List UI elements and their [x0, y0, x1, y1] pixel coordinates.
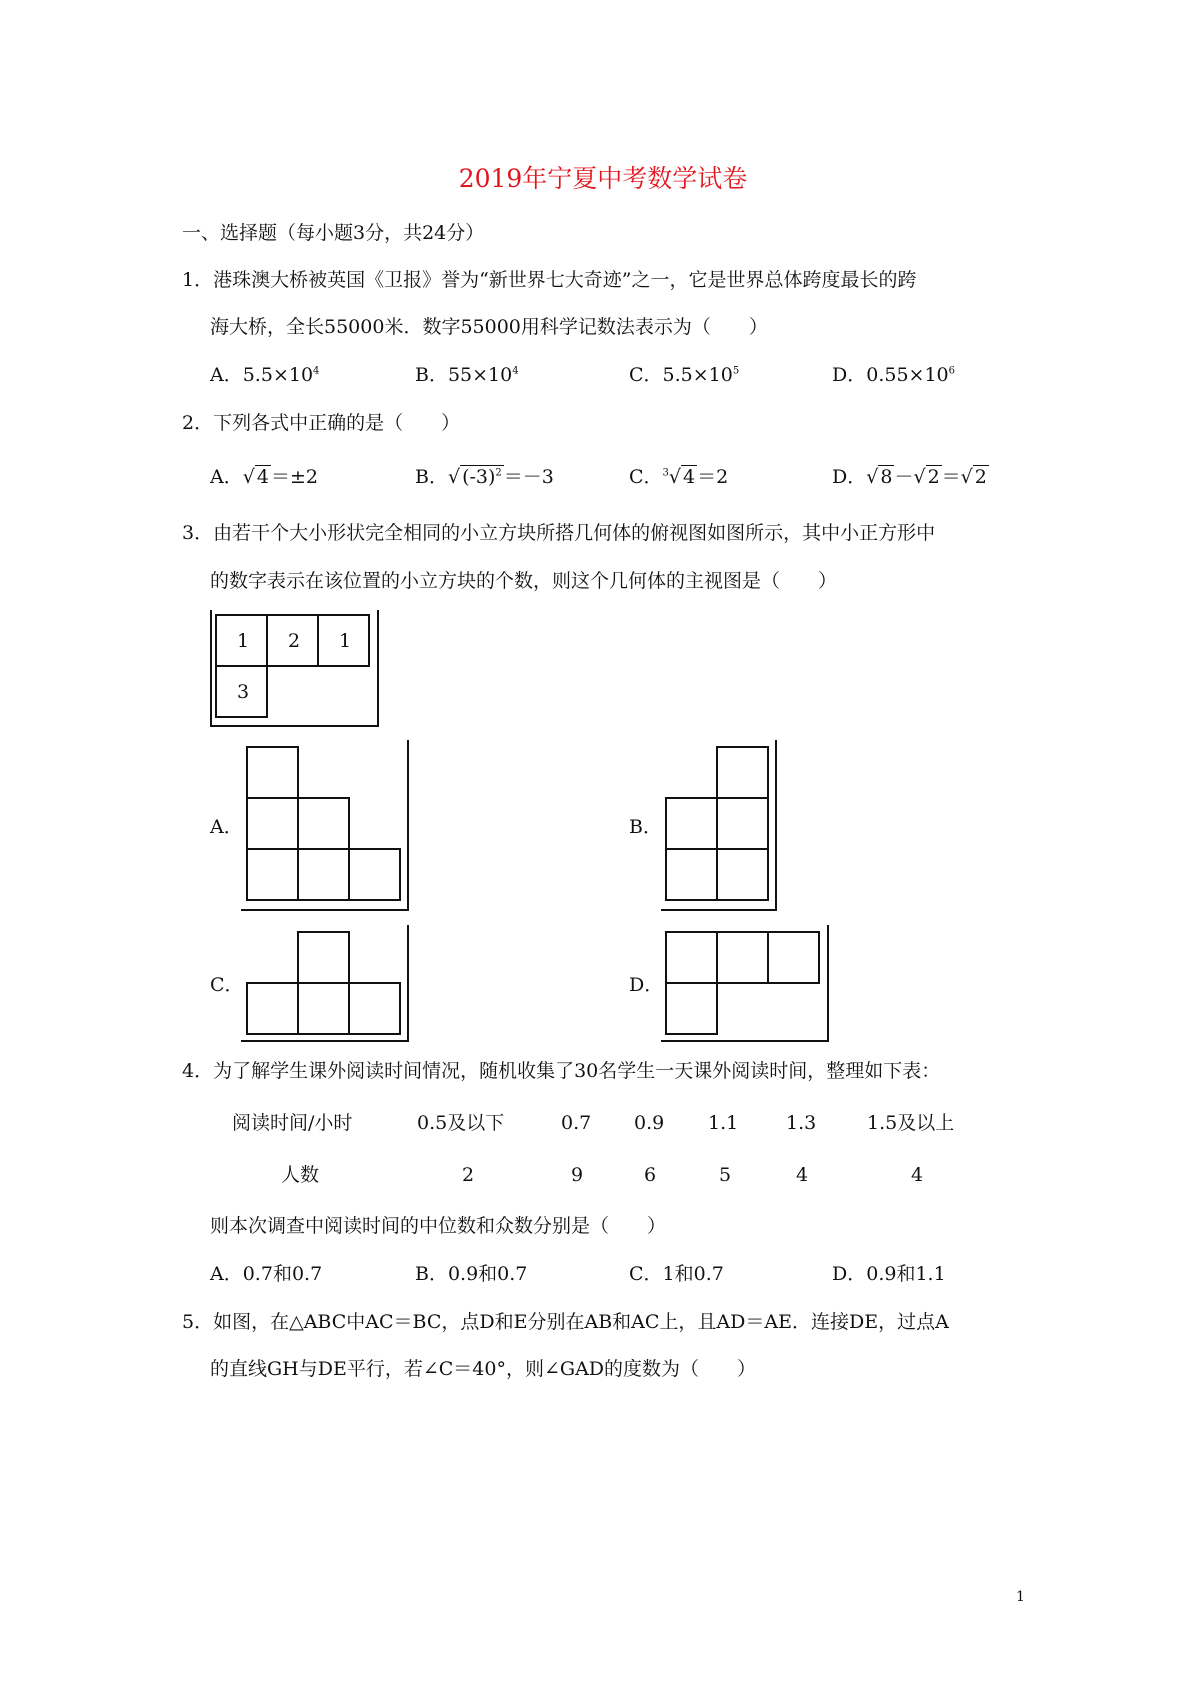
radicand: 2 — [974, 466, 987, 488]
q1-option-b — [415, 366, 519, 385]
q5-text-2: 的直线GH与DE平行，若∠C＝40°，则∠GAD的度数为（ ） — [210, 1358, 757, 1380]
exponent: 4 — [512, 365, 519, 377]
grid-number: 1 — [237, 630, 250, 652]
q3-text-2: 的数字表示在该位置的小立方块的个数，则这个几何体的主视图是（ ） — [210, 570, 838, 592]
grid-number: 3 — [237, 681, 250, 703]
table-header: 阅读时间/小时 — [232, 1112, 353, 1134]
grid-number: 1 — [339, 630, 352, 652]
q2-option-c: C．$^3$√ 4 ＝2 — [629, 466, 729, 488]
exponent: 4 — [313, 365, 320, 377]
q3-option-a-label: A． — [210, 816, 243, 838]
option-text: A．5.5×10 — [210, 364, 314, 386]
radicand-base: (-3) — [462, 466, 496, 488]
q2-text: 2．下列各式中正确的是（ ） — [182, 412, 461, 434]
table-header: 1.3 — [786, 1112, 817, 1134]
operator: － — [894, 466, 914, 488]
page-number: 1 — [1016, 1589, 1025, 1605]
q3-option-c-label: C． — [210, 974, 244, 996]
table-header: 1.1 — [708, 1112, 739, 1134]
root-index: 3 — [662, 467, 669, 479]
radicand: 4 — [683, 466, 696, 488]
section-header: 一、选择题（每小题3分，共24分） — [182, 222, 485, 244]
table-cell: 6 — [644, 1164, 657, 1186]
option-letter: D． — [832, 466, 867, 488]
option-text: B．55×10 — [415, 364, 513, 386]
q1-option-a — [210, 366, 319, 385]
radicand: 8 — [880, 466, 893, 488]
q2-option-d: D．√ 8 －√ 2 ＝√ 2 — [832, 466, 987, 488]
radicand: 2 — [927, 466, 940, 488]
exponent: 2 — [495, 467, 502, 479]
option-b-figure — [660, 740, 780, 917]
q4-option-a: A．0.7和0.7 — [210, 1263, 323, 1285]
option-a-figure — [240, 740, 412, 917]
radicand: 4 — [256, 466, 269, 488]
grid-number: 2 — [288, 630, 301, 652]
q1-option-c — [629, 366, 739, 385]
option-letter: A． — [210, 466, 243, 488]
table-cell: 4 — [796, 1164, 809, 1186]
option-c-figure — [240, 925, 412, 1048]
option-text: C．5.5×10 — [629, 364, 733, 386]
q5-text: 5．如图，在△ABC中AC＝BC，点D和E分别在AB和AC上，且AD＝AE．连接DE，过点A — [182, 1311, 949, 1333]
table-cell: 5 — [719, 1164, 732, 1186]
q4-option-c: C．1和0.7 — [629, 1263, 724, 1285]
exponent: 5 — [732, 365, 740, 377]
table-header: 0.9 — [634, 1112, 665, 1134]
q1-text-2: 海大桥，全长55000米．数字55000用科学记数法表示为（ ） — [210, 316, 768, 338]
option-d-figure — [660, 925, 832, 1048]
option-rest: ＝±2 — [270, 466, 318, 488]
operator: ＝ — [941, 466, 961, 488]
q4-option-d: D．0.9和1.1 — [832, 1263, 946, 1285]
q3-option-d-label: D． — [629, 974, 664, 996]
table-header: 1.5及以上 — [867, 1112, 955, 1134]
option-rest: ＝－3 — [503, 466, 554, 488]
q1-text: 1．港珠澳大桥被英国《卫报》誉为“新世界七大奇迹”之一，它是世界总体跨度最长的跨 — [182, 269, 917, 291]
option-letter: B． — [415, 466, 448, 488]
q4-text-2: 则本次调查中阅读时间的中位数和众数分别是（ ） — [210, 1215, 667, 1237]
table-cell: 人数 — [281, 1164, 320, 1186]
q2-option-b: B．√ $(-3)^2 =-3$ — [415, 466, 554, 488]
q1-option-d — [832, 366, 955, 385]
option-text: D．0.55×10 — [832, 364, 949, 386]
table-cell: 4 — [911, 1164, 924, 1186]
q4-text: 4．为了解学生课外阅读时间情况，随机收集了30名学生一天课外阅读时间，整理如下表： — [182, 1060, 941, 1082]
radicand — [460, 465, 504, 488]
option-rest: ＝2 — [697, 466, 729, 488]
q3-text: 3．由若干个大小形状完全相同的小立方块所搭几何体的俯视图如图所示，其中小正方形中 — [182, 522, 936, 544]
page-title: 2019年宁夏中考数学试卷 — [458, 164, 748, 193]
table-header: 0.7 — [561, 1112, 592, 1134]
option-letter: C． — [629, 466, 663, 488]
table-header: 0.5及以下 — [417, 1112, 505, 1134]
q2-option-a: A．√ 4 ＝±2 — [210, 466, 318, 488]
table-cell: 2 — [462, 1164, 475, 1186]
q3-option-b-label: B． — [629, 816, 662, 838]
table-cell: 9 — [571, 1164, 584, 1186]
q4-option-b: B．0.9和0.7 — [415, 1263, 528, 1285]
exponent: 6 — [948, 365, 956, 377]
top-view-figure — [210, 610, 380, 728]
